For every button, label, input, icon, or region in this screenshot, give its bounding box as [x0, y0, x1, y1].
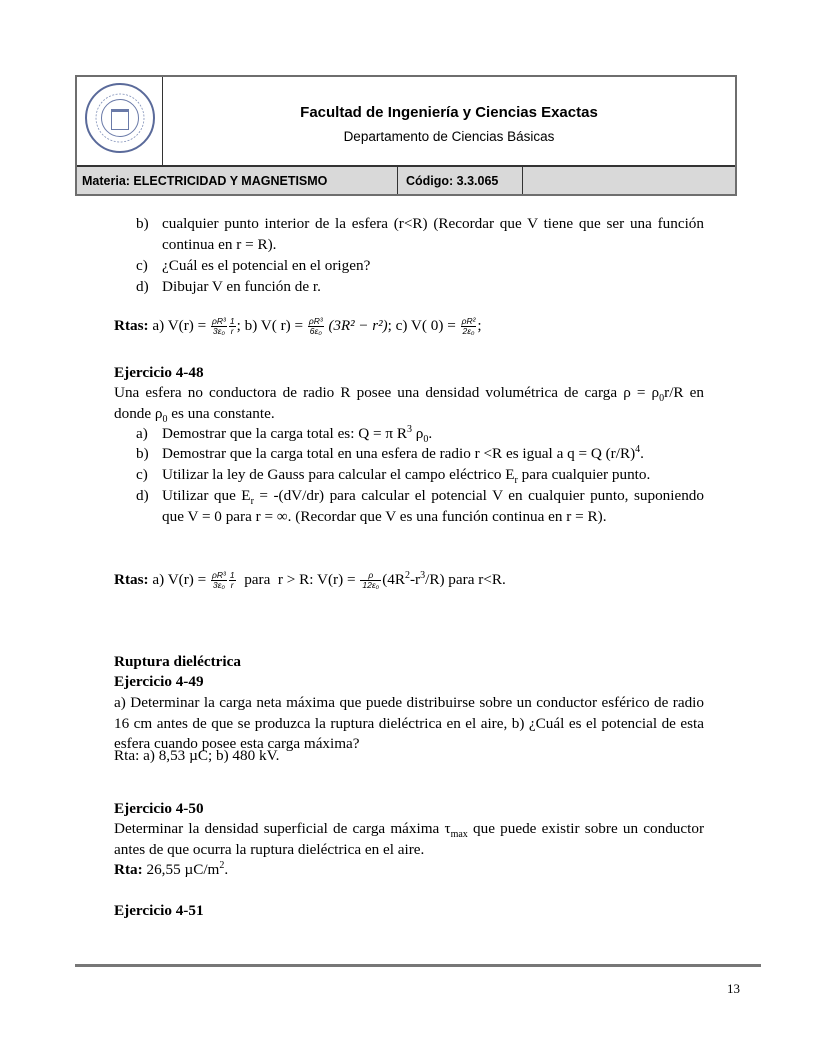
- exercise-title: Ejercicio 4-49: [114, 673, 204, 690]
- item-label: d): [136, 278, 149, 295]
- item-text: Utilizar que $E_r = -(dV/dr)$ para calcular el potencial V en cualquier punto, suponiendo que V = 0 para r = ∞. (Recordar que V es una función continua en r = R).: [162, 487, 704, 525]
- formula-fraction: $\frac{\text{ρR³}}{\text{3ε₀}}$: [212, 316, 226, 337]
- exercise-title: Ejercicio 4-48: [114, 364, 204, 381]
- empty-cell: [523, 167, 735, 194]
- list-item: [136, 277, 704, 298]
- item-label: d): [136, 487, 149, 504]
- item-text: Utilizar la ley de Gauss para calcular el campo eléctrico $E_r$ para cualquier punto.: [162, 466, 651, 487]
- answer-b-expression: (3R² − r²): [324, 318, 388, 334]
- answer-c-label: ; c) V( 0) =: [387, 317, 456, 334]
- university-seal-icon: [85, 83, 155, 153]
- header-title-cell: [163, 77, 735, 165]
- formula-fraction: $\frac{\text{ρR²}}{\text{2ε₀}}$: [461, 316, 476, 337]
- list-item: [136, 424, 704, 445]
- item-text: Demostrar que la carga total es: Q = π $R^3$ $\rho_0$.: [162, 423, 433, 446]
- formula-fraction: $\frac{\rho}{\text{12ε₀}}$: [360, 571, 381, 590]
- list-item: [136, 486, 704, 527]
- document-header-table: [75, 75, 737, 196]
- formula-fraction: $\frac{\text{ρR³}}{\text{3ε₀}}$: [212, 570, 226, 591]
- item-text: Dibujar V en función de r.: [162, 278, 321, 295]
- answers-line: [114, 316, 482, 337]
- list-item: [136, 465, 704, 486]
- answer-b-label: ; b) V( r) =: [236, 317, 304, 334]
- exercise-statement: a) Determinar la carga neta máxima que puede distribuirse sobre un conductor esférico de radio 16 cm antes de que se produzca la ruptura dieléctrica en el aire, b) ¿Cuál es el potencial de esta esfera cuando posee esta carga máxima?: [114, 694, 704, 752]
- answer-a-label: a) V(r) =: [148, 317, 207, 334]
- formula-fraction: $\frac{\text{ρR³}}{\text{6ε₀}}$: [308, 316, 323, 337]
- formula-fraction: $\frac{1}{r}$: [229, 316, 235, 337]
- item-text: Demostrar que la carga total en una esfera de radio r <R es igual a q = Q $(r/R)^4$.: [162, 443, 644, 462]
- seal-inner-ring: [101, 99, 139, 137]
- answer-prefix: Rta:: [114, 861, 143, 878]
- logo-cell: [77, 77, 163, 165]
- exercise-answer: Rta: 26,55 $\mu C/m^2$.: [114, 859, 229, 878]
- list-item: [136, 214, 704, 255]
- list-item: [136, 256, 704, 277]
- department-subtitle: Departamento de Ciencias Básicas: [343, 129, 555, 144]
- item-label: a): [136, 425, 148, 442]
- exercise-answer: Rta: a) 8,53 µC; b) 480 kV.: [114, 747, 280, 764]
- exercise-statement: Determinar la densidad superficial de carga máxima $\tau_{max}$ que puede existir sobre un conductor antes de que ocurra la ruptura dieléctrica en el aire.: [114, 820, 705, 858]
- item-label: c): [136, 257, 148, 274]
- answers-prefix: Rtas:: [114, 571, 149, 588]
- exercise-title: Ejercicio 4-50: [114, 800, 204, 817]
- section-title: Ruptura dieléctrica: [114, 653, 241, 670]
- page-number: 13: [727, 981, 740, 996]
- item-text: ¿Cuál es el potencial en el origen?: [162, 257, 371, 274]
- exercise-title: Ejercicio 4-51: [114, 902, 204, 919]
- code-cell: Código: 3.3.065: [398, 167, 523, 194]
- footer-divider: [75, 964, 761, 967]
- item-label: c): [136, 466, 148, 483]
- faculty-title: Facultad de Ingeniería y Ciencias Exactas: [300, 104, 598, 121]
- item-label: b): [136, 445, 149, 462]
- answer-end: ;: [477, 317, 482, 334]
- item-label: b): [136, 215, 149, 232]
- answers-line: Rtas: a) V(r) = $\frac{\text{ρR³}}{\text{3ε₀}}$ $\frac{1}{r}$ para r > R: V(r) = $\frac{\rho}{\text{12ε₀}}$ $(4R^2-r^3/R)$ para r<R.: [114, 569, 506, 591]
- exercise-statement: Una esfera no conductora de radio R posee una densidad volumétrica de carga $\rho = \rho_0r/R$ en donde $\rho_0$ es una constante.: [114, 384, 704, 425]
- subject-cell: Materia: ELECTRICIDAD Y MAGNETISMO: [77, 167, 398, 194]
- list-item: [136, 444, 704, 465]
- formula-fraction: $\frac{1}{r}$: [229, 570, 235, 591]
- header-top-row: [77, 77, 735, 167]
- answers-prefix: Rtas:: [114, 317, 149, 334]
- item-text: cualquier punto interior de la esfera (r<R) (Recordar que V tiene que ser una función continua en r = R).: [162, 215, 704, 253]
- header-bottom-row: [77, 167, 735, 194]
- seal-building-icon: [111, 109, 129, 130]
